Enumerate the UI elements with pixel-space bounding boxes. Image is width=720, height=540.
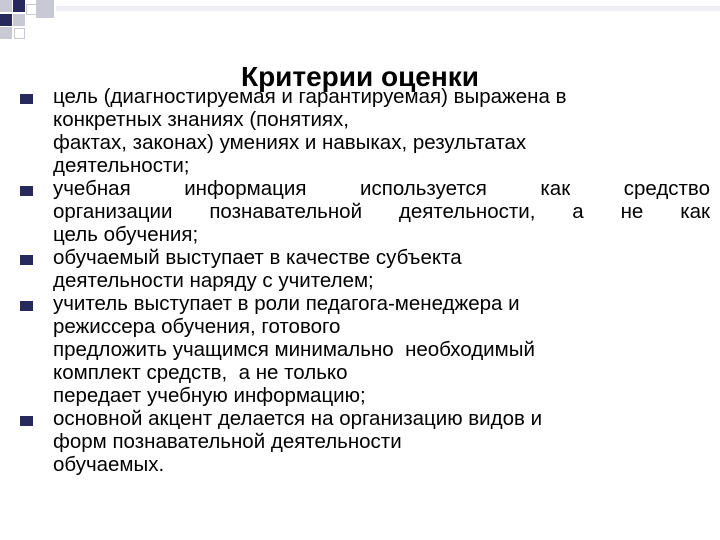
bullet-line: учебная информация используется как средство xyxy=(53,177,710,200)
deco-line xyxy=(56,6,720,11)
bullet-line: режиссера обучения, готового xyxy=(53,315,341,338)
bullet-line: фактах, законах) умениях и навыках, результатах xyxy=(53,131,527,154)
bullet-line: деятельности; xyxy=(53,154,190,177)
square-bullet-icon xyxy=(20,186,33,196)
bullet-line: деятельности наряду с учителем; xyxy=(53,269,374,292)
bullet-line: цель обучения; xyxy=(53,223,199,246)
bullet-line: предложить учащимся минимально необходимый xyxy=(53,338,535,361)
bullet-line: организации познавательной деятельности, а не как xyxy=(53,200,710,223)
bullet-text xyxy=(53,85,710,177)
bullet-line: конкретных знаниях (понятиях, xyxy=(53,108,349,131)
deco-square xyxy=(13,14,25,26)
corner-decoration xyxy=(0,0,720,50)
bullet-list xyxy=(20,85,710,476)
bullet-text xyxy=(53,177,710,246)
bullet-line: учитель выступает в роли педагога-менеджера и xyxy=(53,292,520,315)
bullet-line: комплект средств, а не только xyxy=(53,361,348,384)
bullet-line: цель (диагностируемая и гарантируемая) выражена в xyxy=(53,85,567,108)
deco-square xyxy=(36,0,54,18)
deco-square xyxy=(0,14,12,26)
square-bullet-icon xyxy=(20,416,33,426)
page-title: Критерии оценки xyxy=(240,60,480,92)
bullet-line: передает учебную информацию; xyxy=(53,384,366,407)
bullet-line: форм познавательной деятельности xyxy=(53,430,402,453)
square-bullet-icon xyxy=(20,94,33,104)
deco-square xyxy=(13,0,25,12)
list-item xyxy=(20,246,710,292)
bullet-text xyxy=(53,292,710,407)
square-bullet-icon xyxy=(20,301,33,311)
list-item xyxy=(20,177,710,246)
bullet-line: обучаемых. xyxy=(53,453,165,476)
list-item xyxy=(20,407,710,476)
square-bullet-icon xyxy=(20,255,33,265)
deco-square xyxy=(14,28,25,39)
list-item xyxy=(20,292,710,407)
deco-square xyxy=(0,0,12,12)
list-item xyxy=(20,85,710,177)
bullet-line: обучаемый выступает в качестве субъекта xyxy=(53,246,462,269)
bullet-line: основной акцент делается на организацию видов и xyxy=(53,407,543,430)
bullet-text xyxy=(53,246,710,292)
deco-square xyxy=(0,27,12,39)
bullet-text xyxy=(53,407,710,476)
